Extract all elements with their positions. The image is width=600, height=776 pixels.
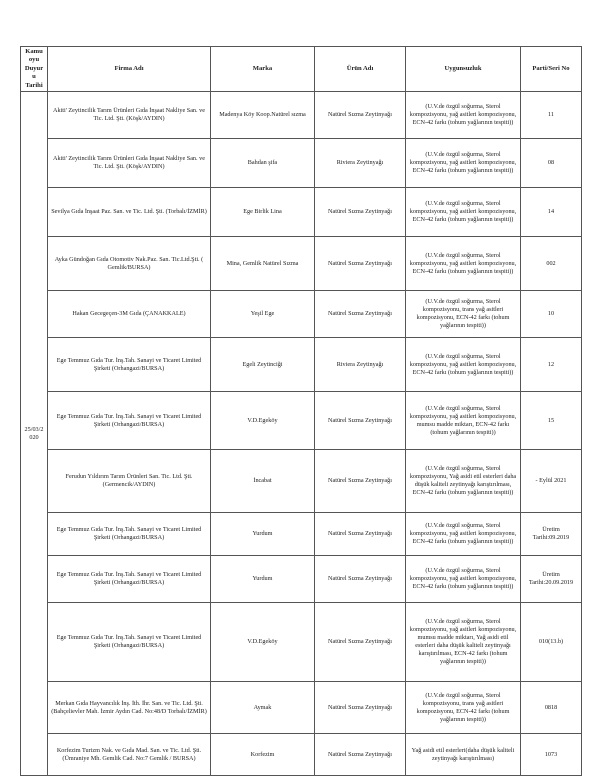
cell-brand: İncabat	[211, 450, 315, 513]
cell-firm: Merkan Gıda Hayvancılık İnş. İth. İhr. San. ve Tic. Ltd. Şti.(Bahçelievler Mah. İzmir Aydın Cad. No:48/D Torbalı/İZMİR)	[48, 682, 211, 734]
header-brand: Marka	[211, 47, 315, 92]
cell-lot: 08	[521, 139, 582, 188]
cell-reason: (U.V.de özgül soğurma, Sterol kompozisyonu, yağ asitleri kompozisyonu, mumsu madde miktarı, ECN-42 farkı (tohum yağlarının tespiti))	[406, 392, 521, 450]
cell-lot: 010(13.b)	[521, 603, 582, 682]
cell-firm: Ayka Gündoğan Gıda Otomotiv Nak.Paz. San. Tic.Ltd.Şti. ( Gemlik/BURSA)	[48, 237, 211, 291]
cell-lot: Üretim Tarihi:09.2019	[521, 513, 582, 556]
cell-reason: (U.V.de özgül soğurma, Sterol kompozisyonu, yağ asitleri kompozisyonu, ECN-42 farkı (tohum yağlarının tespiti))	[406, 92, 521, 139]
table-header-row	[21, 47, 582, 92]
cell-brand: Yurdum	[211, 513, 315, 556]
table-row	[21, 450, 582, 513]
announcement-date: 25/03/2020	[21, 92, 48, 776]
cell-reason: (U.V.de özgül soğurma, Sterol kompozisyonu, yağ asitleri kompozisyonu, ECN-42 farkı (tohum yağlarının tespiti))	[406, 188, 521, 237]
cell-reason: (U.V.de özgül soğurma, Sterol kompozisyonu, Yağ asidi etil esterleri daha düşük kaliteli zeytinyağı karıştırılması, ECN-42 farkı (tohum yağlarının tespiti))	[406, 450, 521, 513]
cell-reason: (U.V.de özgül soğurma, Sterol kompozisyonu, yağ asitleri kompozisyonu, ECN-42 farkı (tohum yağlarının tespiti))	[406, 139, 521, 188]
cell-brand: Mina, Gemlik Natürel Sızma	[211, 237, 315, 291]
cell-lot: 12	[521, 338, 582, 392]
table-row	[21, 92, 582, 139]
header-reason: Uygunsuzluk	[406, 47, 521, 92]
cell-brand: Madenya Köy Koop.Natürel sızma	[211, 92, 315, 139]
table-row	[21, 513, 582, 556]
table-row	[21, 556, 582, 603]
cell-product: Natürel Sızma Zeytinyağı	[315, 188, 406, 237]
cell-lot: - Eylül 2021	[521, 450, 582, 513]
cell-firm: Ege Temmuz Gıda Tur. İnş.Tah. Sanayi ve Ticaret Limited Şirketi (Orhangazi/BURSA)	[48, 603, 211, 682]
cell-brand: Yeşil Ege	[211, 291, 315, 338]
cell-firm: Sevilya Gıda İnşaat Paz. San. ve Tic. Ltd. Şti. (Torbalı/İZMİR)	[48, 188, 211, 237]
header-lot: Parti/Seri No	[521, 47, 582, 92]
table-row	[21, 603, 582, 682]
cell-lot: 14	[521, 188, 582, 237]
cell-product: Natürel Sızma Zeytinyağı	[315, 682, 406, 734]
cell-product: Natürel Sızma Zeytinyağı	[315, 603, 406, 682]
cell-product: Natürel Sızma Zeytinyağı	[315, 513, 406, 556]
cell-reason: Yağ asidi etil esterleri(daha düşük kaliteli zeytinyağı karıştırılması)	[406, 734, 521, 776]
cell-reason: (U.V.de özgül soğurma, Sterol kompozisyonu, trans yağ asitleri kompozisyonu, ECN-42 farkı (tohum yağlarının tespiti))	[406, 682, 521, 734]
cell-reason: (U.V.de özgül soğurma, Sterol kompozisyonu, yağ asitleri kompozisyonu, ECN-42 farkı (tohum yağlarının tespiti))	[406, 338, 521, 392]
cell-product: Riviera Zeytinyağı	[315, 338, 406, 392]
table-row	[21, 188, 582, 237]
cell-product: Natürel Sızma Zeytinyağı	[315, 556, 406, 603]
table-row	[21, 682, 582, 734]
cell-product: Natürel Sızma Zeytinyağı	[315, 450, 406, 513]
recall-table	[20, 46, 582, 776]
cell-brand: Bahdan şifa	[211, 139, 315, 188]
cell-product: Riviera Zeytinyağı	[315, 139, 406, 188]
cell-brand: Aymak	[211, 682, 315, 734]
cell-firm: Ege Temmuz Gıda Tur. İnş.Tah. Sanayi ve Ticaret Limited Şirketi (Orhangazi/BURSA)	[48, 556, 211, 603]
cell-brand: Yurdum	[211, 556, 315, 603]
table-row	[21, 237, 582, 291]
cell-lot: Üretim Tarihi:20.09.2019	[521, 556, 582, 603]
cell-firm: Akiti' Zeytincilik Tarım Ürünleri Gıda İnşaat Nakliye San. ve Tic. Ltd. Şti. (Köşk/AYDIN)	[48, 139, 211, 188]
cell-lot: 002	[521, 237, 582, 291]
cell-firm: Ege Temmuz Gıda Tur. İnş.Tah. Sanayi ve Ticaret Limited Şirketi (Orhangazi/BURSA)	[48, 392, 211, 450]
cell-brand: V.D.Egeköy	[211, 603, 315, 682]
table-row	[21, 291, 582, 338]
table-row	[21, 338, 582, 392]
cell-firm: Akiti' Zeytincilik Tarım Ürünleri Gıda İnşaat Nakliye San. ve Tic. Ltd. Şti. (Köşk/AYDIN)	[48, 92, 211, 139]
cell-product: Natürel Sızma Zeytinyağı	[315, 92, 406, 139]
cell-brand: V.D.Egeköy	[211, 392, 315, 450]
cell-brand: Korfezim	[211, 734, 315, 776]
cell-reason: (U.V.de özgül soğurma, Sterol kompozisyonu, yağ asitleri kompozisyonu, ECN-42 farkı (tohum yağlarının tespiti))	[406, 513, 521, 556]
cell-reason: (U.V.de özgül soğurma, Sterol kompozisyonu, trans yağ asitleri kompozisyonu, ECN-42 farkı (tohum yağlarının tespiti))	[406, 291, 521, 338]
cell-lot: 15	[521, 392, 582, 450]
cell-firm: Ege Temmuz Gıda Tur. İnş.Tah. Sanayi ve Ticaret Limited Şirketi (Orhangazi/BURSA)	[48, 513, 211, 556]
table-row	[21, 392, 582, 450]
cell-product: Natürel Sızma Zeytinyağı	[315, 734, 406, 776]
cell-product: Natürel Sızma Zeytinyağı	[315, 392, 406, 450]
cell-brand: Ege Birlik Lina	[211, 188, 315, 237]
cell-firm: Ege Temmuz Gıda Tur. İnş.Tah. Sanayi ve Ticaret Limited Şirketi (Orhangazi/BURSA)	[48, 338, 211, 392]
cell-firm: Korfezim Turizm Nak. ve Gıda Mad. San. ve Tic. Ltd. Şti. (Ümraniye Mh. Gemlik Cad. No:7 Gemlik / BURSA)	[48, 734, 211, 776]
header-product: Ürün Adı	[315, 47, 406, 92]
cell-lot: 0818	[521, 682, 582, 734]
table-row	[21, 734, 582, 776]
header-firm: Firma Adı	[48, 47, 211, 92]
cell-lot: 1073	[521, 734, 582, 776]
cell-lot: 11	[521, 92, 582, 139]
cell-brand: Egeli Zeytinciği	[211, 338, 315, 392]
cell-reason: (U.V.de özgül soğurma, Sterol kompozisyonu, yağ asitleri kompozisyonu, ECN-42 farkı (tohum yağlarının tespiti))	[406, 237, 521, 291]
cell-lot: 10	[521, 291, 582, 338]
cell-product: Natürel Sızma Zeytinyağı	[315, 291, 406, 338]
cell-reason: (U.V.de özgül soğurma, Sterol kompozisyonu, yağ asitleri kompozisyonu, mumsu madde miktarı, Yağ asidi etil esterleri daha düşük kaliteli zeytinyağı karıştırılması, ECN-42 farkı (tohum yağlarının tespiti))	[406, 603, 521, 682]
table-row	[21, 139, 582, 188]
cell-firm: Hakan Gecegeçen-3M Gıda (ÇANAKKALE)	[48, 291, 211, 338]
cell-product: Natürel Sızma Zeytinyağı	[315, 237, 406, 291]
cell-reason: (U.V.de özgül soğurma, Sterol kompozisyonu, yağ asitleri kompozisyonu, ECN-42 farkı (tohum yağlarının tespiti))	[406, 556, 521, 603]
cell-firm: Ferudun Yıldırım Tarım Ürünleri San. Tic. Ltd. Şti. (Germencik/AYDIN)	[48, 450, 211, 513]
header-date: Kamuoyu Duyuru Tarihi	[21, 47, 48, 92]
